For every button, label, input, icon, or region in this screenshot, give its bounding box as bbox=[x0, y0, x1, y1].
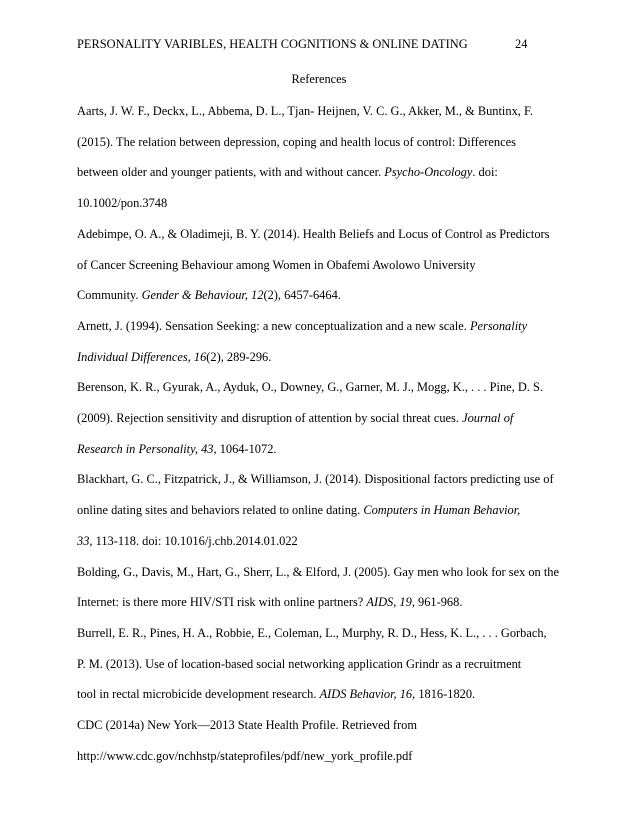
reference-line: Bolding, G., Davis, M., Hart, G., Sherr, L., & Elford, J. (2005). Gay men who look for sex on the bbox=[77, 564, 559, 579]
reference-line: Aarts, J. W. F., Deckx, L., Abbema, D. L., Tjan- Heijnen, V. C. G., Akker, M., & Buntinx, F. bbox=[77, 104, 533, 118]
reference-line bbox=[77, 587, 567, 618]
reference-line: Berenson, K. R., Gyurak, A., Ayduk, O., Downey, G., Garner, M. J., Mogg, K., . . . Pine, D. S. bbox=[77, 380, 543, 395]
reference-text: between older and younger patients, with and without cancer. bbox=[77, 165, 382, 180]
reference-line bbox=[77, 403, 567, 434]
references-list bbox=[77, 96, 567, 771]
reference-line: Burrell, E. R., Pines, H. A., Robbie, E., Coleman, L., Murphy, R. D., Hess, K. L., . . . Gorbach, bbox=[77, 625, 547, 640]
reference-entry bbox=[77, 557, 567, 618]
references-heading: References bbox=[291, 72, 347, 86]
reference-entry bbox=[77, 219, 567, 311]
reference-text: 113-118. doi: 10.1016/j.chb.2014.01.022 bbox=[92, 533, 298, 548]
reference-line: Adebimpe, O. A., & Oladimeji, B. Y. (2014). Health Beliefs and Locus of Control as Predictors bbox=[77, 226, 550, 241]
reference-text: . doi: bbox=[472, 165, 498, 180]
reference-text: , 961-968. bbox=[411, 595, 463, 610]
reference-entry bbox=[77, 372, 567, 464]
reference-line bbox=[77, 157, 567, 188]
reference-text: (2009). Rejection sensitivity and disruption of attention by social threat cues. bbox=[77, 411, 459, 426]
journal-title: Journal of bbox=[462, 411, 514, 426]
reference-line bbox=[77, 311, 567, 342]
reference-line: (2015). The relation between depression, coping and health locus of control: Differences bbox=[77, 134, 516, 149]
reference-entry bbox=[77, 464, 567, 556]
reference-line: CDC (2014a) New York—2013 State Health Profile. Retrieved from bbox=[77, 718, 417, 733]
reference-url[interactable]: http://www.cdc.gov/nchhstp/stateprofiles/pdf/new_york_profile.pdf bbox=[77, 748, 413, 763]
reference-text: (2), 6457-6464. bbox=[263, 288, 341, 303]
reference-text: online dating sites and behaviors related to online dating. bbox=[77, 503, 361, 518]
reference-text: tool in rectal microbicide development research. bbox=[77, 687, 317, 702]
reference-line bbox=[77, 526, 567, 557]
journal-title: Individual Differences, 16 bbox=[77, 349, 207, 364]
running-head: PERSONALITY VARIBLES, HEALTH COGNITIONS & ONLINE DATING bbox=[77, 37, 468, 51]
reference-entry bbox=[77, 311, 567, 372]
reference-line bbox=[77, 434, 567, 465]
reference-text: Internet: is there more HIV/STI risk with online partners? bbox=[77, 595, 364, 610]
reference-line: 10.1002/pon.3748 bbox=[77, 196, 168, 211]
journal-title: AIDS Behavior, 16 bbox=[319, 687, 413, 702]
reference-text: , 1816-1820. bbox=[412, 687, 476, 702]
reference-entry bbox=[77, 96, 567, 219]
reference-entry bbox=[77, 618, 567, 710]
journal-title: Personality bbox=[469, 318, 528, 333]
reference-text: Arnett, J. (1994). Sensation Seeking: a new conceptualization and a new scale. bbox=[77, 318, 467, 333]
reference-text: Community. bbox=[77, 288, 139, 303]
reference-line: Blackhart, G. C., Fitzpatrick, J., & Williamson, J. (2014). Dispositional factors predicting use of bbox=[77, 472, 554, 487]
reference-line: P. M. (2013). Use of location-based social networking application Grindr as a recruitment bbox=[77, 656, 522, 671]
reference-entry bbox=[77, 710, 567, 771]
journal-title: Psycho-Oncology bbox=[384, 165, 473, 180]
journal-title: Research in Personality, 43, bbox=[77, 441, 217, 456]
reference-line bbox=[77, 679, 567, 710]
reference-line bbox=[77, 280, 567, 311]
journal-title: Gender & Behaviour, 12 bbox=[141, 288, 264, 303]
reference-line: of Cancer Screening Behaviour among Women in Obafemi Awolowo University bbox=[77, 257, 476, 272]
page-number: 24 bbox=[515, 37, 528, 51]
journal-title: AIDS, 19 bbox=[366, 595, 412, 610]
reference-line bbox=[77, 342, 567, 373]
journal-title: Computers in Human Behavior, bbox=[363, 503, 521, 518]
journal-title: 33, bbox=[77, 533, 93, 548]
reference-text: 1064-1072. bbox=[216, 441, 277, 456]
reference-text: (2), 289-296. bbox=[206, 349, 272, 364]
reference-line bbox=[77, 495, 567, 526]
